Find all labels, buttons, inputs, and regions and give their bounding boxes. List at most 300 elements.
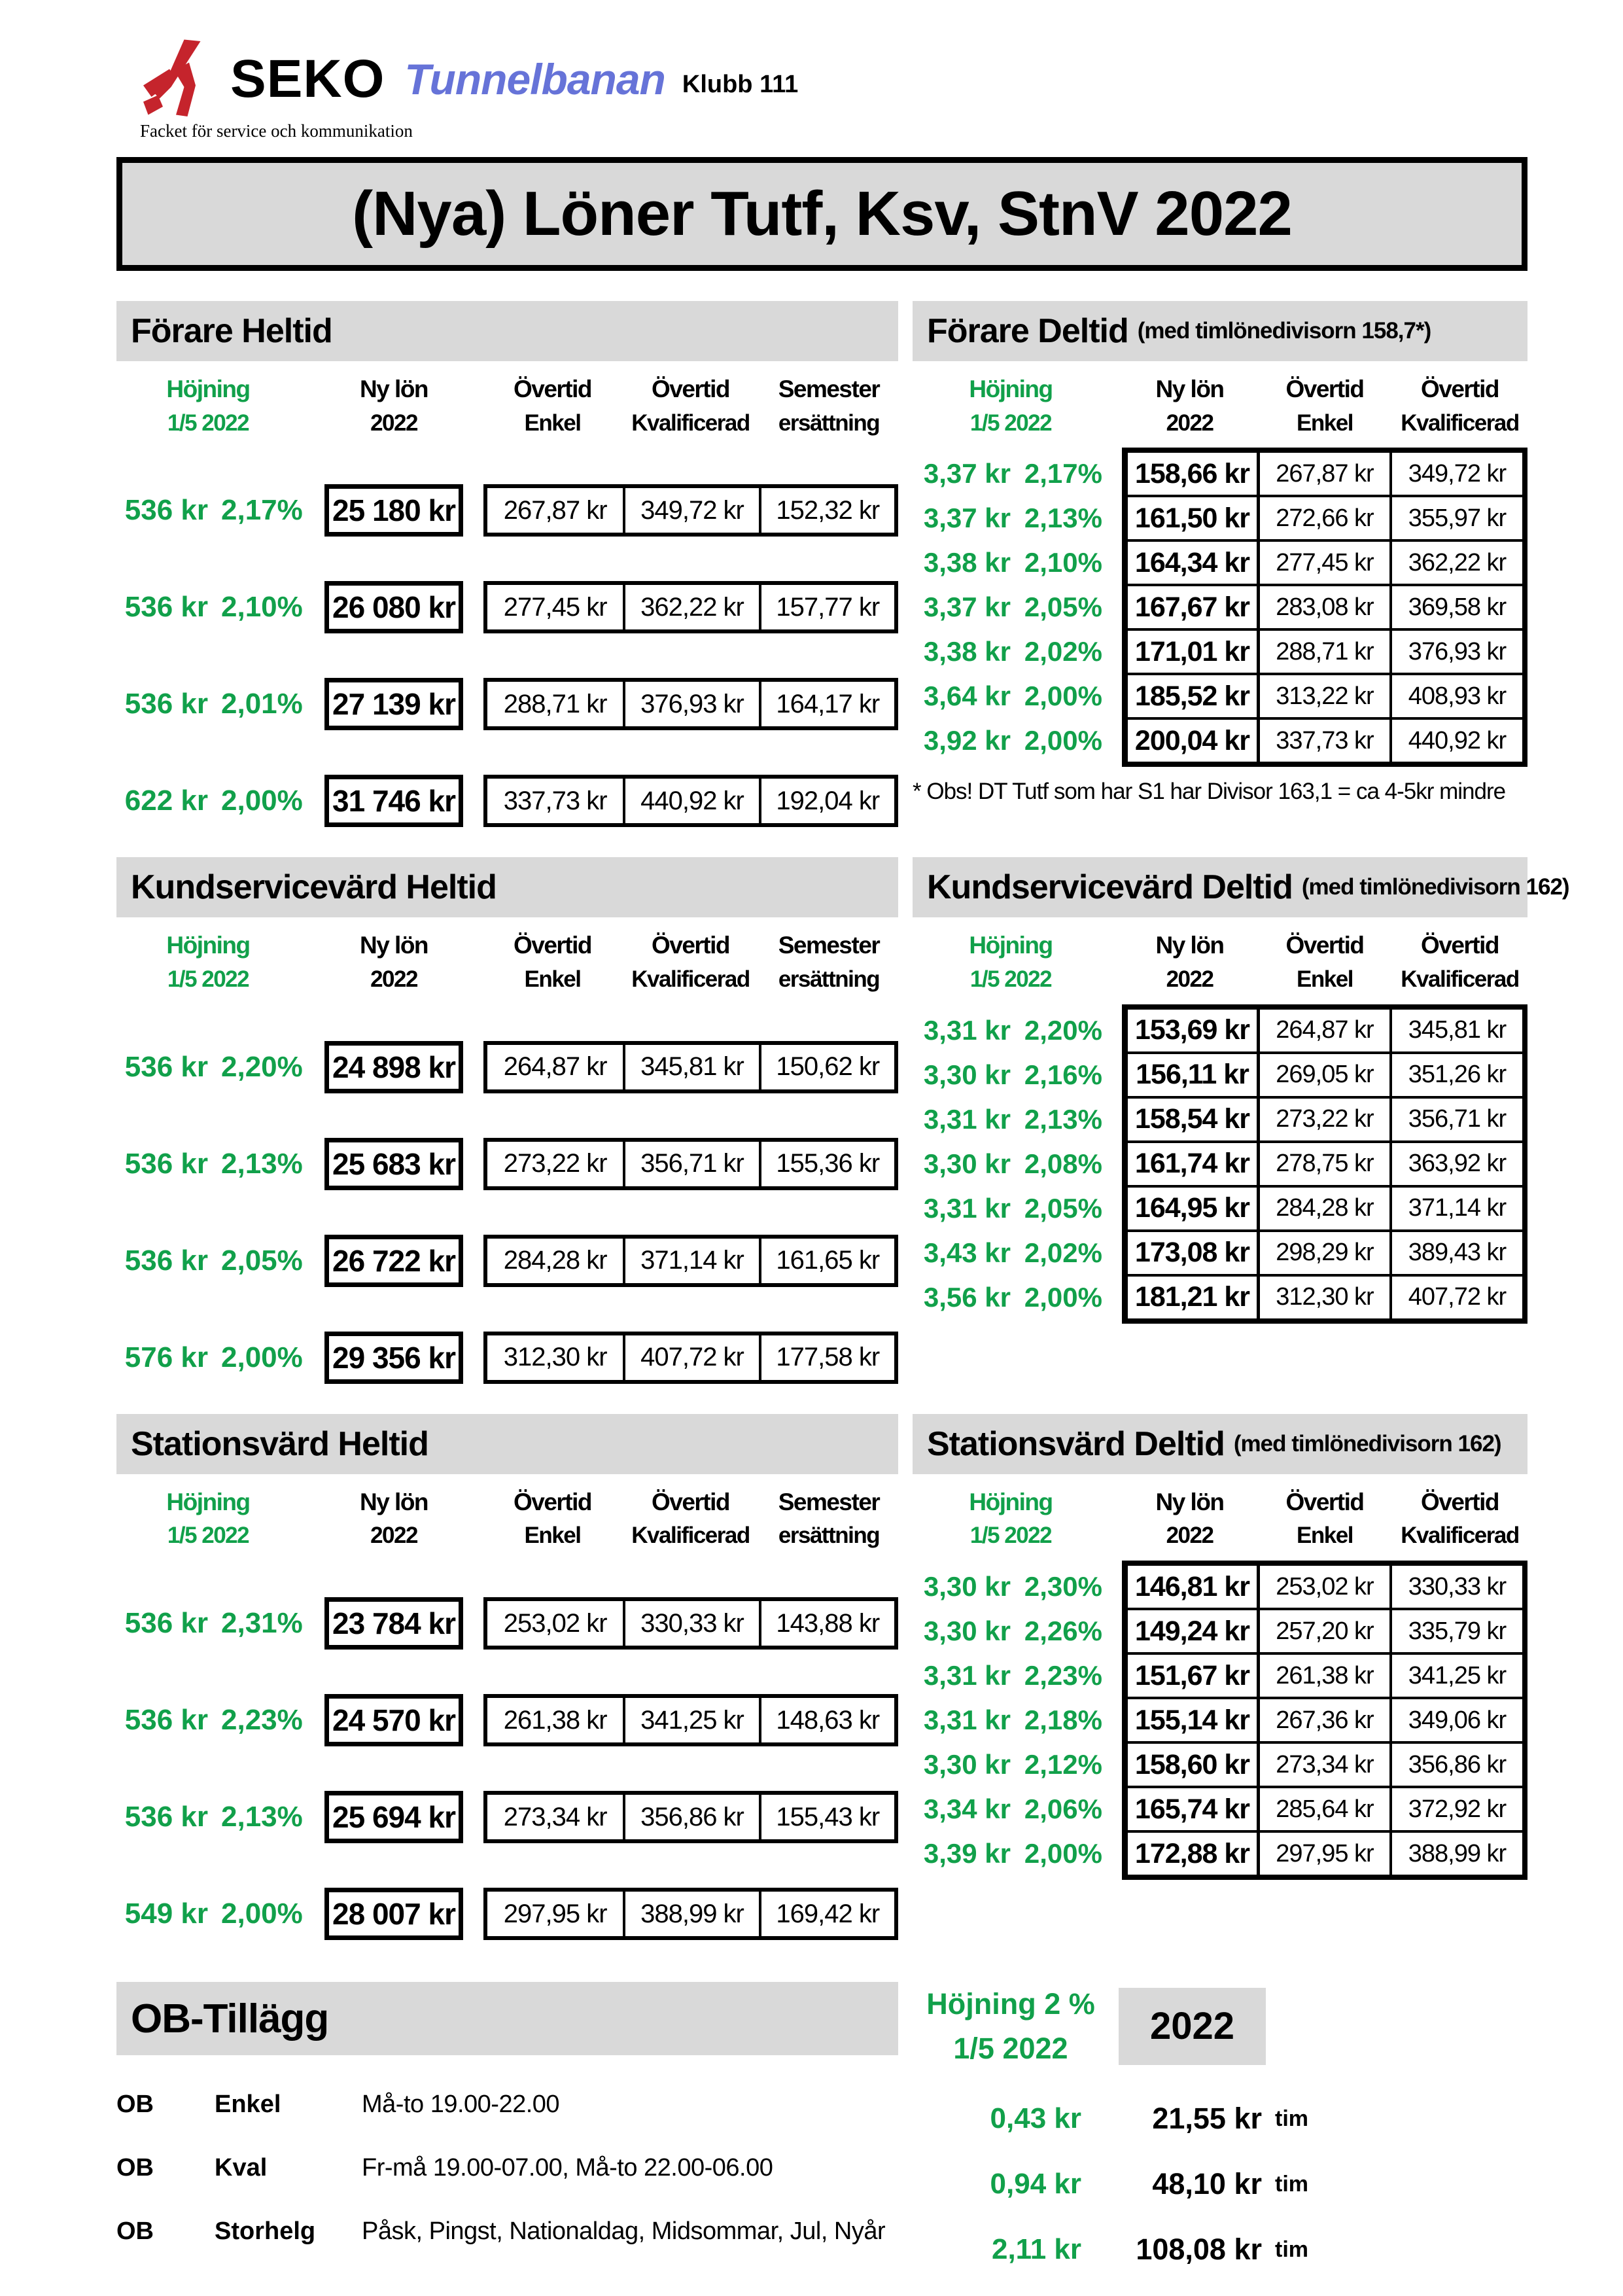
semester-value: 155,43 kr	[759, 1795, 894, 1839]
col-semester-line1: Semester	[778, 376, 880, 402]
col-overtid-kval-line2: Kvalificerad	[1401, 1523, 1519, 1549]
hojning-pct-value: 2,01%	[221, 688, 303, 720]
title-box	[116, 157, 1527, 271]
col-overtid-kval-line1: Övertid	[651, 932, 730, 959]
ob-rate-hojning: 2,11 kr	[991, 2233, 1081, 2266]
overtid-enkel-value: 273,22 kr	[1259, 1097, 1391, 1142]
deltid-column-headers	[913, 1485, 1527, 1553]
hojning-pct-value: 2,17%	[221, 494, 303, 527]
hojning-kr-value: 536 kr	[124, 688, 208, 720]
hojning-kr-value: 536 kr	[124, 1607, 208, 1640]
ob-rates-column	[913, 1982, 1527, 2267]
overtime-group	[483, 678, 898, 730]
hojning-kr-value: 3,31 kr	[923, 1192, 1011, 1224]
hojning-pct-value: 2,00%	[1024, 1281, 1102, 1313]
col-overtid-enkel-line2: Enkel	[1297, 410, 1353, 436]
hojning-kr-value: 536 kr	[124, 1050, 208, 1083]
ob-rates-header-line1: Höjning 2 %	[926, 1987, 1095, 2021]
deltid-hojning-row	[913, 1564, 1109, 1609]
section-subtitle: (med timlönedivisorn 162)	[1233, 1430, 1501, 1457]
col-overtid-enkel	[1257, 372, 1392, 440]
nylon-value: 146,81 kr	[1126, 1564, 1259, 1609]
deltid-table	[1122, 1004, 1527, 1324]
section-bar	[913, 1414, 1527, 1474]
col-overtid-kval-line2: Kvalificerad	[1401, 410, 1519, 436]
col-nylon-line2: 2022	[370, 1523, 417, 1549]
hojning-pct-value: 2,00%	[221, 1898, 303, 1930]
ob-items	[116, 2091, 898, 2246]
col-hojning-line2: 1/5 2022	[969, 410, 1052, 436]
hojning-pct-value: 2,13%	[1024, 1103, 1102, 1135]
ob-item-description: Må-to 19.00-22.00	[362, 2091, 560, 2119]
col-overtid-enkel-line2: Enkel	[524, 966, 581, 993]
col-overtid-kval	[621, 928, 759, 996]
overtid-enkel-value: 273,34 kr	[1259, 1742, 1391, 1787]
deltid-hojning-row	[913, 1698, 1109, 1742]
col-overtid-enkel-line2: Enkel	[524, 410, 581, 436]
salary-row	[116, 484, 898, 537]
hojning-pct-value: 2,23%	[1024, 1660, 1102, 1691]
semester-value: 155,36 kr	[759, 1142, 894, 1186]
section-title: Stationsvärd Heltid	[131, 1424, 428, 1463]
salary-sections	[116, 301, 1569, 1940]
overtid-kval-value: 407,72 kr	[623, 1335, 758, 1380]
col-nylon-line1: Ny lön	[359, 376, 428, 402]
ob-rates-year-box	[1119, 1988, 1266, 2065]
overtid-kval-value: 356,86 kr	[1391, 1742, 1524, 1787]
col-overtid-enkel-line1: Övertid	[1285, 932, 1364, 959]
section-row	[116, 301, 1527, 827]
nylon-value: 164,34 kr	[1126, 540, 1259, 585]
overtid-kval-value: 376,93 kr	[623, 682, 758, 726]
col-overtid-enkel-line2: Enkel	[1297, 1523, 1353, 1549]
overtid-kval-value: 362,22 kr	[1391, 540, 1524, 585]
hojning-pct-value: 2,00%	[1024, 680, 1102, 712]
ob-left-column	[116, 1982, 898, 2246]
semester-value: 161,65 kr	[759, 1239, 894, 1283]
overtime-group	[483, 581, 898, 633]
overtid-enkel-value: 264,87 kr	[503, 1052, 607, 1082]
nylon-value: 151,67 kr	[1126, 1653, 1259, 1698]
heltid-block	[116, 1414, 898, 1940]
col-hojning-line2: 1/5 2022	[167, 1523, 249, 1549]
deltid-hojning-column	[913, 448, 1109, 767]
hojning-pct-value: 2,02%	[1024, 636, 1102, 667]
hojning-pct-value: 2,31%	[221, 1607, 303, 1640]
salary-row	[116, 1888, 898, 1940]
hojning-kr-value: 3,37 kr	[923, 458, 1011, 489]
hojning-kr-value: 3,37 kr	[923, 592, 1011, 623]
deltid-hojning-row	[913, 496, 1109, 540]
section-title: Förare Heltid	[131, 312, 332, 350]
salary-row	[116, 1138, 898, 1190]
ob-rates-header	[913, 1982, 1109, 2070]
nylon-value: 149,24 kr	[1126, 1609, 1259, 1653]
section-bar	[913, 857, 1569, 917]
deltid-hojning-row	[913, 1787, 1109, 1831]
col-hojning-line1: Höjning	[166, 1488, 250, 1515]
overtid-enkel-value: 337,73 kr	[503, 786, 607, 815]
section-bar	[116, 857, 898, 917]
overtid-enkel-value: 253,02 kr	[1259, 1564, 1391, 1609]
overtid-kval-value: 345,81 kr	[1391, 1008, 1524, 1053]
hojning-kr-value: 3,30 kr	[923, 1571, 1011, 1602]
col-hojning	[116, 372, 300, 440]
deltid-table	[1122, 448, 1527, 767]
overtid-enkel-value: 312,30 kr	[503, 1343, 607, 1372]
deltid-block	[913, 301, 1527, 805]
ob-item-label: OB	[116, 2154, 154, 2182]
ob-rate-row	[913, 2167, 1527, 2201]
overtid-enkel-value: 288,71 kr	[503, 689, 607, 718]
nylon-value: 25 683 kr	[324, 1138, 463, 1190]
col-semester	[759, 372, 898, 440]
salary-row	[116, 581, 898, 633]
col-nylon-line2: 2022	[1166, 1523, 1213, 1549]
col-overtid-enkel-line1: Övertid	[513, 376, 592, 402]
nylon-value: 24 898 kr	[324, 1041, 463, 1093]
deltid-hojning-row	[913, 1008, 1109, 1053]
section-bar	[116, 1414, 898, 1474]
col-overtid-enkel-line1: Övertid	[513, 1488, 592, 1515]
hojning-pct-value: 2,12%	[1024, 1749, 1102, 1780]
col-semester-line2: ersättning	[778, 1523, 880, 1549]
hojning-pct-value: 2,00%	[221, 785, 303, 817]
hojning-pct-value: 2,05%	[1024, 1192, 1102, 1224]
ob-item-label: OB	[116, 2217, 154, 2246]
hojning-kr-value: 3,30 kr	[923, 1749, 1011, 1780]
overtid-kval-value: 330,33 kr	[1391, 1564, 1524, 1609]
col-overtid-kval-line1: Övertid	[651, 376, 730, 402]
hojning-kr-value: 3,37 kr	[923, 503, 1011, 534]
ob-rate-row	[913, 2102, 1527, 2136]
overtid-enkel-value: 288,71 kr	[1259, 629, 1391, 674]
overtid-kval-value: 341,25 kr	[1391, 1653, 1524, 1698]
col-overtid-kval-line2: Kvalificerad	[631, 410, 750, 436]
deltid-hojning-column	[913, 1004, 1109, 1324]
nylon-value: 26 080 kr	[324, 581, 463, 633]
heltid-block	[116, 301, 898, 827]
deltid-hojning-row	[913, 1275, 1109, 1320]
salary-row	[116, 1235, 898, 1287]
heltid-column-headers	[116, 928, 898, 996]
col-nylon-line2: 2022	[370, 410, 417, 436]
col-hojning	[116, 1485, 300, 1553]
hojning-kr-value: 3,31 kr	[923, 1660, 1011, 1691]
hojning-pct-value: 2,20%	[221, 1050, 303, 1083]
ob-rate-rows	[913, 2102, 1527, 2267]
nylon-value: 200,04 kr	[1126, 718, 1259, 763]
nylon-value: 27 139 kr	[324, 678, 463, 730]
nylon-value: 23 784 kr	[324, 1597, 463, 1650]
hojning-pct-value: 2,20%	[1024, 1014, 1102, 1046]
col-hojning-line1: Höjning	[166, 376, 250, 402]
col-overtid-kval	[1392, 372, 1527, 440]
overtid-enkel-value: 273,22 kr	[503, 1149, 607, 1178]
col-semester-line2: ersättning	[778, 410, 880, 436]
col-overtid-kval-line1: Övertid	[1420, 1488, 1499, 1515]
col-overtid-kval-line1: Övertid	[651, 1488, 730, 1515]
overtid-kval-value: 376,93 kr	[1391, 629, 1524, 674]
col-nylon	[324, 1485, 463, 1553]
section-subtitle: (med timlönedivisorn 158,7*)	[1137, 318, 1431, 344]
semester-value: 157,77 kr	[759, 585, 894, 629]
col-overtid-enkel-line2: Enkel	[524, 1523, 581, 1549]
hojning-pct-value: 2,02%	[1024, 1237, 1102, 1268]
section-row	[116, 1414, 1527, 1940]
section-bar	[913, 301, 1527, 361]
hojning-pct-value: 2,05%	[221, 1244, 303, 1277]
overtid-kval-value: 363,92 kr	[1391, 1142, 1524, 1186]
nylon-value: 25 180 kr	[324, 484, 463, 537]
overtid-kval-value: 351,26 kr	[1391, 1053, 1524, 1097]
hojning-kr-value: 3,43 kr	[923, 1237, 1011, 1268]
semester-value: 192,04 kr	[759, 779, 894, 823]
col-nylon-line2: 2022	[1166, 966, 1213, 993]
col-overtid-enkel-line2: Enkel	[1297, 966, 1353, 993]
salary-row	[116, 1041, 898, 1093]
hojning-pct-value: 2,00%	[1024, 725, 1102, 756]
nylon-value: 185,52 kr	[1126, 674, 1259, 718]
hojning-pct-value: 2,17%	[1024, 458, 1102, 489]
deltid-hojning-row	[913, 1053, 1109, 1097]
col-hojning	[913, 1485, 1109, 1553]
deltid-block	[913, 1414, 1527, 1880]
salary-row	[116, 1597, 898, 1650]
overtid-kval-value: 388,99 kr	[623, 1892, 758, 1936]
overtid-kval-value: 372,92 kr	[1391, 1787, 1524, 1831]
ob-section-bar	[116, 1982, 898, 2055]
col-nylon	[1122, 372, 1257, 440]
hojning-kr-value: 3,30 kr	[923, 1148, 1011, 1179]
hojning-pct-value: 2,08%	[1024, 1148, 1102, 1179]
nylon-value: 161,74 kr	[1126, 1142, 1259, 1186]
hojning-kr-value: 622 kr	[124, 785, 208, 817]
overtid-kval-value: 362,22 kr	[623, 585, 758, 629]
overtid-enkel-value: 284,28 kr	[503, 1246, 607, 1275]
hojning-pct-value: 2,13%	[1024, 503, 1102, 534]
nylon-value: 28 007 kr	[324, 1888, 463, 1940]
ob-item-kind: Enkel	[215, 2091, 281, 2119]
col-overtid-enkel	[483, 1485, 621, 1553]
overtime-group	[483, 1694, 898, 1746]
deltid-hojning-row	[913, 1186, 1109, 1231]
section-title: Stationsvärd Deltid	[927, 1424, 1225, 1463]
col-nylon-line2: 2022	[370, 966, 417, 993]
col-hojning-line1: Höjning	[166, 932, 250, 959]
col-semester-line1: Semester	[778, 932, 880, 959]
ob-item	[116, 2154, 898, 2182]
deltid-hojning-row	[913, 718, 1109, 763]
col-hojning-line1: Höjning	[969, 1488, 1053, 1515]
overtid-enkel-value: 267,87 kr	[1259, 451, 1391, 496]
semester-value: 169,42 kr	[759, 1892, 894, 1936]
hojning-kr-value: 536 kr	[124, 1244, 208, 1277]
nylon-value: 29 356 kr	[324, 1332, 463, 1384]
section-subtitle: (med timlönedivisorn 162)	[1301, 874, 1569, 900]
col-overtid-enkel-line1: Övertid	[513, 932, 592, 959]
nylon-value: 155,14 kr	[1126, 1698, 1259, 1742]
overtid-kval-value: 349,72 kr	[623, 488, 758, 533]
ob-rate-unit: tim	[1275, 2236, 1308, 2262]
ob-section-title: OB-Tillägg	[131, 1996, 329, 2041]
salary-row	[116, 1791, 898, 1843]
col-semester-line1: Semester	[778, 1488, 880, 1515]
col-nylon-line1: Ny lön	[1155, 932, 1224, 959]
overtid-kval-value: 356,86 kr	[623, 1795, 758, 1839]
overtid-kval-value: 335,79 kr	[1391, 1609, 1524, 1653]
hojning-kr-value: 3,38 kr	[923, 636, 1011, 667]
hojning-pct-value: 2,00%	[1024, 1838, 1102, 1869]
brand-header	[140, 38, 1527, 141]
hojning-pct-value: 2,13%	[221, 1801, 303, 1833]
col-hojning-line2: 1/5 2022	[969, 966, 1052, 993]
col-hojning	[116, 928, 300, 996]
hojning-kr-value: 3,31 kr	[923, 1103, 1011, 1135]
ob-rate-value: 21,55 kr	[1152, 2102, 1262, 2136]
overtid-enkel-value: 277,45 kr	[1259, 540, 1391, 585]
col-overtid-enkel-line1: Övertid	[1285, 376, 1364, 402]
col-overtid-enkel	[483, 372, 621, 440]
nylon-value: 171,01 kr	[1126, 629, 1259, 674]
col-nylon-line1: Ny lön	[1155, 1488, 1224, 1515]
ob-item	[116, 2217, 898, 2246]
hojning-kr-value: 536 kr	[124, 1704, 208, 1737]
col-overtid-kval	[621, 1485, 759, 1553]
heltid-column-headers	[116, 1485, 898, 1553]
ob-item	[116, 2091, 898, 2119]
overtid-enkel-value: 267,87 kr	[503, 495, 607, 525]
deltid-hojning-row	[913, 674, 1109, 718]
overtid-enkel-value: 261,38 kr	[503, 1705, 607, 1735]
overtid-kval-value: 341,25 kr	[623, 1698, 758, 1742]
ob-rate-hojning: 0,43 kr	[990, 2102, 1081, 2135]
seko-logo-icon	[140, 38, 225, 120]
col-nylon	[324, 928, 463, 996]
deltid-hojning-row	[913, 585, 1109, 629]
hojning-pct-value: 2,26%	[1024, 1616, 1102, 1647]
ob-item-kind: Storhelg	[215, 2217, 316, 2246]
col-nylon-line2: 2022	[1166, 410, 1213, 436]
overtid-enkel-value: 298,29 kr	[1259, 1231, 1391, 1275]
col-hojning-line2: 1/5 2022	[167, 966, 249, 993]
hojning-kr-value: 536 kr	[124, 1801, 208, 1833]
divisor-footnote: * Obs! DT Tutf som har S1 har Divisor 163,1 = ca 4-5kr mindre	[913, 779, 1506, 805]
col-overtid-enkel-line1: Övertid	[1285, 1488, 1364, 1515]
nylon-value: 165,74 kr	[1126, 1787, 1259, 1831]
deltid-table-block	[913, 448, 1527, 767]
section-title: Kundservicevärd Deltid	[927, 868, 1293, 907]
col-semester	[759, 928, 898, 996]
hojning-pct-value: 2,13%	[221, 1147, 303, 1180]
ob-item-description: Fr-må 19.00-07.00, Må-to 22.00-06.00	[362, 2154, 773, 2182]
ob-item-description: Påsk, Pingst, Nationaldag, Midsommar, Jul, Nyår	[362, 2217, 886, 2246]
brand-klubb-text: Klubb 111	[682, 71, 799, 98]
ob-rate-unit: tim	[1275, 2106, 1308, 2131]
overtid-enkel-value: 261,38 kr	[1259, 1653, 1391, 1698]
deltid-hojning-row	[913, 1742, 1109, 1787]
semester-value: 152,32 kr	[759, 488, 894, 533]
nylon-value: 158,60 kr	[1126, 1742, 1259, 1787]
overtid-enkel-value: 312,30 kr	[1259, 1275, 1391, 1320]
overtid-enkel-value: 264,87 kr	[1259, 1008, 1391, 1053]
col-hojning-line2: 1/5 2022	[969, 1523, 1052, 1549]
salary-row	[116, 678, 898, 730]
col-overtid-kval	[621, 372, 759, 440]
nylon-value: 24 570 kr	[324, 1694, 463, 1746]
col-hojning-line1: Höjning	[969, 376, 1053, 402]
col-overtid-enkel	[1257, 928, 1392, 996]
col-hojning	[913, 372, 1109, 440]
nylon-value: 161,50 kr	[1126, 496, 1259, 540]
ob-rate-value: 48,10 kr	[1152, 2167, 1262, 2201]
col-overtid-enkel	[483, 928, 621, 996]
overtid-kval-value: 330,33 kr	[623, 1601, 758, 1646]
deltid-hojning-row	[913, 1142, 1109, 1186]
overtid-enkel-value: 284,28 kr	[1259, 1186, 1391, 1231]
ob-section	[116, 1982, 1527, 2267]
hojning-kr-value: 3,64 kr	[923, 680, 1011, 712]
deltid-hojning-row	[913, 1231, 1109, 1275]
hojning-kr-value: 3,34 kr	[923, 1793, 1011, 1825]
section-row	[116, 857, 1569, 1383]
overtid-enkel-value: 257,20 kr	[1259, 1609, 1391, 1653]
overtid-kval-value: 349,72 kr	[1391, 451, 1524, 496]
col-overtid-kval-line1: Övertid	[1420, 932, 1499, 959]
salary-row	[116, 1332, 898, 1384]
deltid-hojning-row	[913, 1653, 1109, 1698]
overtid-enkel-value: 337,73 kr	[1259, 718, 1391, 763]
semester-value: 164,17 kr	[759, 682, 894, 726]
ob-rate-row	[913, 2233, 1527, 2267]
ob-item-label: OB	[116, 2091, 154, 2119]
deltid-hojning-row	[913, 1609, 1109, 1653]
col-hojning	[913, 928, 1109, 996]
nylon-value: 181,21 kr	[1126, 1275, 1259, 1320]
semester-value: 150,62 kr	[759, 1045, 894, 1089]
deltid-table-block	[913, 1004, 1527, 1324]
deltid-hojning-row	[913, 1097, 1109, 1142]
overtid-kval-value: 349,06 kr	[1391, 1698, 1524, 1742]
col-overtid-kval-line2: Kvalificerad	[631, 966, 750, 993]
overtid-kval-value: 389,43 kr	[1391, 1231, 1524, 1275]
salary-row	[116, 1694, 898, 1746]
semester-value: 148,63 kr	[759, 1698, 894, 1742]
nylon-value: 153,69 kr	[1126, 1008, 1259, 1053]
deltid-table	[1122, 1561, 1527, 1880]
overtid-enkel-value: 297,95 kr	[1259, 1831, 1391, 1876]
hojning-pct-value: 2,30%	[1024, 1571, 1102, 1602]
brand-seko-text: SEKO	[230, 48, 385, 109]
col-overtid-kval	[1392, 928, 1527, 996]
overtid-enkel-value: 297,95 kr	[503, 1899, 607, 1928]
col-nylon-line1: Ny lön	[359, 1488, 428, 1515]
overtime-group	[483, 1041, 898, 1093]
hojning-pct-value: 2,06%	[1024, 1793, 1102, 1825]
nylon-value: 26 722 kr	[324, 1235, 463, 1287]
overtid-kval-value: 355,97 kr	[1391, 496, 1524, 540]
col-hojning-line1: Höjning	[969, 932, 1053, 959]
col-hojning-line2: 1/5 2022	[167, 410, 249, 436]
nylon-value: 25 694 kr	[324, 1791, 463, 1843]
page-title: (Nya) Löner Tutf, Ksv, StnV 2022	[352, 179, 1292, 249]
overtid-enkel-value: 283,08 kr	[1259, 585, 1391, 629]
hojning-pct-value: 2,10%	[1024, 547, 1102, 578]
overtid-kval-value: 440,92 kr	[623, 779, 758, 823]
heltid-block	[116, 857, 898, 1383]
overtid-enkel-value: 278,75 kr	[1259, 1142, 1391, 1186]
overtid-enkel-value: 277,45 kr	[503, 592, 607, 622]
